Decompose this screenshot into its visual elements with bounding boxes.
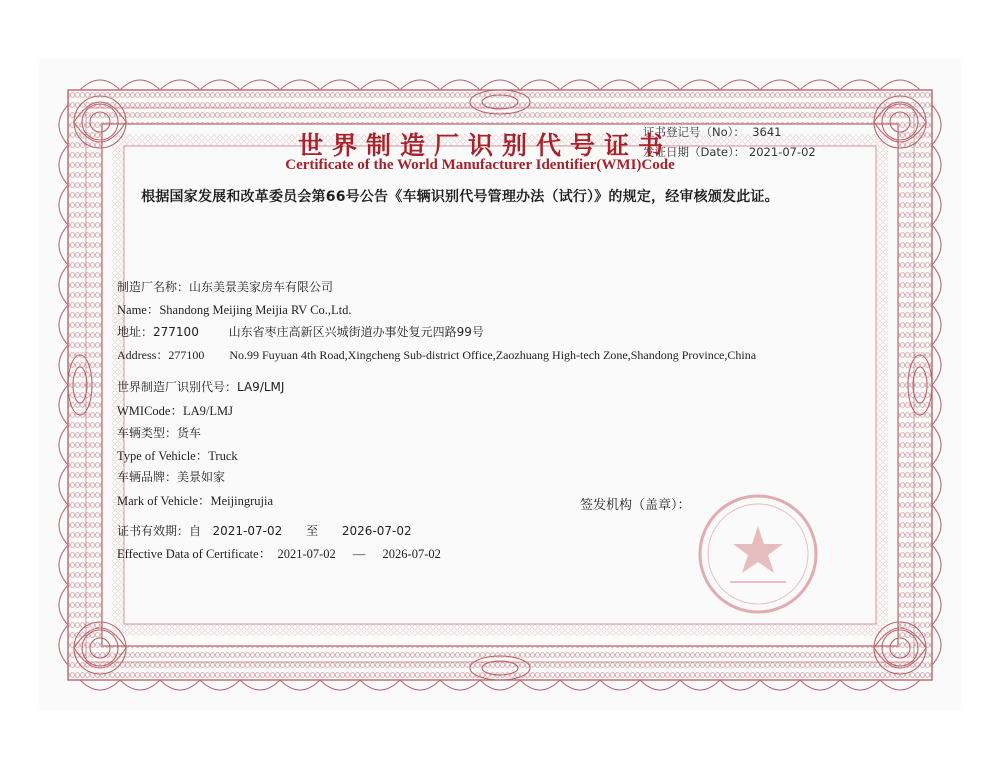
registration-number: 证书登记号（No）： 3641 xyxy=(643,125,782,139)
title-chinese: 世界制造厂识别代号证书 xyxy=(297,131,672,160)
validity-cn-row: 证书有效期：自 2021-07-02 至 2026-07-02 xyxy=(117,524,412,538)
wmi-en-row: WMICode：LA9/LMJ xyxy=(117,404,233,418)
brand-en-row: Mark of Vehicle：Meijingrujia xyxy=(117,494,273,508)
decree-statement: 根据国家发展和改革委员会第66号公告《车辆识别代号管理办法（试行）》的规定，经审核颁发此证。 xyxy=(141,189,779,205)
vehicle-type-en-row: Type of Vehicle：Truck xyxy=(117,449,238,463)
address-cn-row: 地址：277100 山东省枣庄高新区兴城街道办事处复元四路99号 xyxy=(117,325,484,339)
validity-en-row: Effective Data of Certificate： 2021-07-02 — 2026-07-02 xyxy=(117,547,441,561)
vehicle-type-cn-row: 车辆类型：货车 xyxy=(117,426,202,440)
wmi-cn-row: 世界制造厂识别代号：LA9/LMJ xyxy=(117,380,285,394)
address-en-row: Address：277100 No.99 Fuyuan 4th Road,Xingcheng Sub-district Office,Zaozhuang High-tech Zone,Shandong Province,China xyxy=(117,348,757,362)
title-english: Certificate of the World Manufacturer Identifier(WMI)Code xyxy=(285,157,675,173)
official-seal xyxy=(690,486,826,622)
brand-cn-row: 车辆品牌：美景如家 xyxy=(117,470,226,484)
issue-date: 发证日期（Date）： 2021-07-02 xyxy=(643,145,816,159)
manufacturer-cn-row: 制造厂名称：山东美景美家房车有限公司 xyxy=(117,280,334,294)
issuing-authority-label: 签发机构（盖章）： xyxy=(580,498,691,513)
manufacturer-en-row: Name：Shandong Meijing Meijia RV Co.,Ltd. xyxy=(117,303,352,317)
